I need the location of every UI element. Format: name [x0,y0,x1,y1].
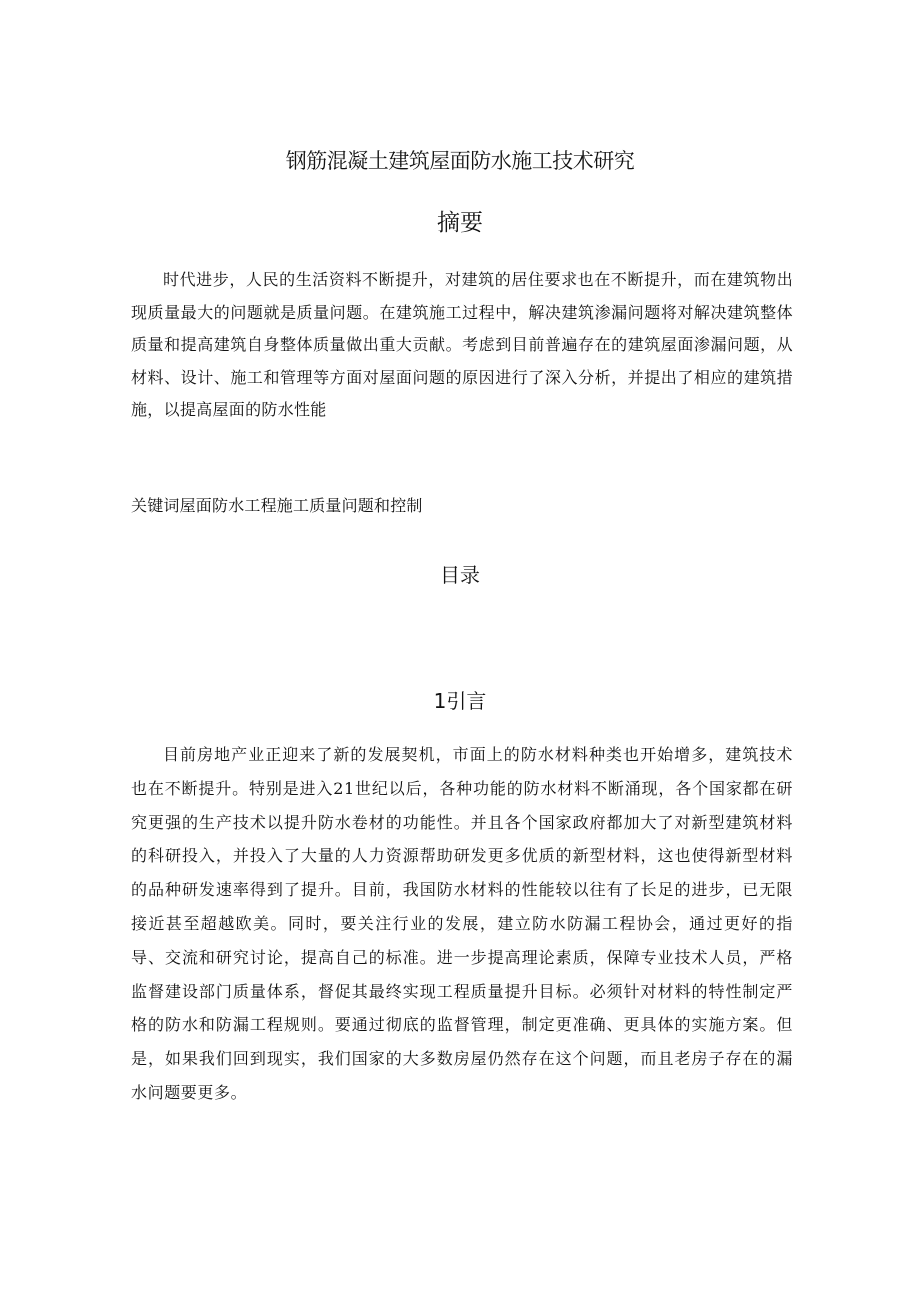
abstract-heading: 摘要 [437,210,483,236]
document-title: 钢筋混凝土建筑屋面防水施工技术研究 [285,149,635,173]
keywords-line: 关键词屋面防水工程施工质量问题和控制 [131,496,423,515]
abstract-paragraph: 时代进步，人民的生活资料不断提升，对建筑的居住要求也在不断提升，而在建筑物出现质量最大的问题就是质量问题。在建筑施工过程中，解决建筑渗漏问题将对解决建筑整体质量和提高建筑自身整体质量做出重大贡献。考虑到目前普遍存在的建筑屋面渗漏问题，从材料、设计、施工和管理等方面对屋面问题的原因进行了深入分析，并提出了相应的建筑措施，以提高屋面的防水性能 [131,270,793,419]
section-1-heading: 1引言 [433,689,487,713]
toc-heading: 目录 [440,563,480,587]
section-1-paragraph: 目前房地产业正迎来了新的发展契机，市面上的防水材料种类也开始增多，建筑技术也在不断提升。特别是进入21世纪以后，各种功能的防水材料不断涌现，各个国家都在研究更强的生产技术以提升防水卷材的功能性。并且各个国家政府都加大了对新型建筑材料的科研投入，并投入了大量的人力资源帮助研发更多优质的新型材料，这也使得新型材料的品种研发速率得到了提升。目前，我国防水材料的性能较以往有了长足的进步，已无限接近甚至超越欧美。同时，要关注行业的发展，建立防水防漏工程协会，通过更好的指导、交流和研究讨论，提高自己的标准。进一步提高理论素质，保障专业技术人员，严格监督建设部门质量体系，督促其最终实现工程质量提升目标。必须针对材料的特性制定严格的防水和防漏工程规则。要通过彻底的监督管理，制定更准确、更具体的实施方案。但是，如果我们回到现实，我们国家的大多数房屋仍然存在这个问题，而且老房子存在的漏水问题要更多。 [131,745,793,1102]
